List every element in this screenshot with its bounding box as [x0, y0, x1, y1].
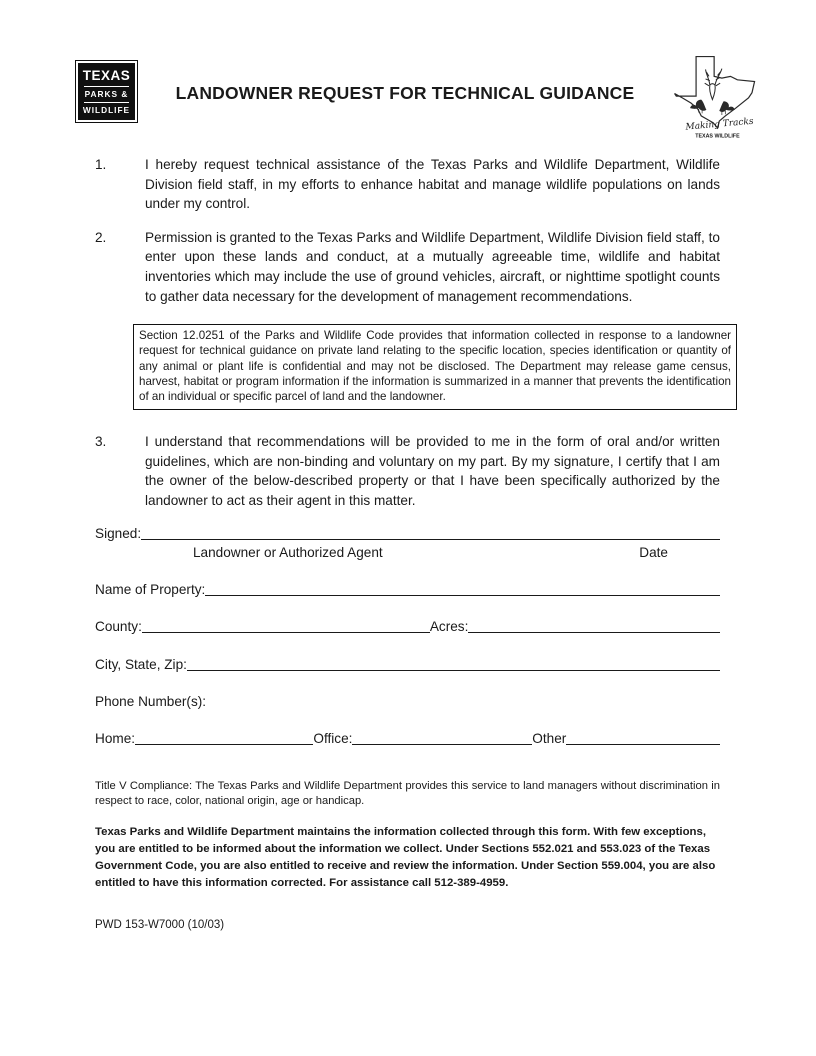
- county-label: County:: [95, 619, 142, 635]
- form-body: [95, 155, 731, 931]
- title-v-compliance-text: Title V Compliance: The Texas Parks and Wildlife Department provides this service to land managers without discrimination in respect to race, color, national origin, age or handicap.: [95, 780, 720, 808]
- other-label: Other: [532, 731, 567, 747]
- quail-bird: [719, 101, 734, 112]
- clause-3: [95, 432, 720, 510]
- logo-script-text: Making Tracks: [685, 116, 754, 133]
- property-name-label: Name of Property:: [95, 581, 206, 597]
- signature-line[interactable]: [141, 525, 720, 540]
- office-label: Office:: [313, 731, 353, 747]
- property-name-row: [95, 581, 720, 598]
- home-label: Home:: [95, 731, 136, 747]
- clause-2: [95, 228, 720, 306]
- confidentiality-notice: Section 12.0251 of the Parks and Wildlife Code provides that information collected in response to a landowner request for technical guidance on private land relating to the specific location, species identification or quantity of any animal or plant life is confidential and may not be disclosed. The Department may release game census, harvest, habitat or program information if the information is summarized in a manner that prevents the identification of an individual or specific parcel of land and the landowner.: [133, 324, 737, 410]
- tpwd-logo-parks: PARKS &: [84, 89, 129, 99]
- date-caption: Date: [639, 544, 668, 560]
- clause-number: 3.: [95, 434, 107, 450]
- clause-text: I hereby request technical assistance of the Texas Parks and Wildlife Department, Wildlife Division field staff, in my efforts to enhance habitat and manage wildlife populations on lands under my control.: [145, 157, 720, 212]
- office-phone-line[interactable]: [352, 730, 532, 745]
- county-acres-row: [95, 618, 720, 635]
- deer-head: [705, 83, 720, 99]
- home-phone-line[interactable]: [135, 730, 313, 745]
- phone-numbers-row: [95, 693, 720, 710]
- acres-line[interactable]: [468, 618, 720, 633]
- signed-label: Signed:: [95, 525, 142, 541]
- tpwd-logo-box: [78, 63, 135, 120]
- clause-1: [95, 155, 720, 214]
- texas-wildlife-logo: [672, 54, 758, 145]
- home-office-other-row: [95, 730, 720, 747]
- other-phone-line[interactable]: [566, 730, 720, 745]
- clause-number: 1.: [95, 157, 107, 172]
- header: [75, 56, 758, 145]
- agent-caption: Landowner or Authorized Agent: [193, 544, 383, 560]
- form-number: PWD 153-W7000 (10/03): [95, 918, 225, 931]
- phone-numbers-label: Phone Number(s):: [95, 694, 207, 710]
- city-state-zip-label: City, State, Zip:: [95, 656, 187, 672]
- property-name-line[interactable]: [205, 581, 720, 596]
- county-line[interactable]: [142, 618, 430, 633]
- city-state-zip-row: [95, 656, 720, 673]
- signature-captions: [95, 542, 720, 561]
- tpwd-logo-texas: TEXAS: [82, 68, 131, 83]
- page-title: LANDOWNER REQUEST FOR TECHNICAL GUIDANCE: [175, 83, 635, 103]
- tpwd-logo-wildlife: WILDLIFE: [82, 105, 131, 115]
- logo-caption-text: TEXAS WILDLIFE: [695, 133, 740, 140]
- clause-number: 2.: [95, 229, 107, 245]
- acres-label: Acres:: [429, 619, 469, 635]
- tpwd-logo: [75, 60, 138, 123]
- city-state-zip-line[interactable]: [187, 656, 720, 671]
- texas-outline-deer-icon: [672, 54, 758, 140]
- privacy-notice-text: Texas Parks and Wildlife Department maintains the information collected through this form. With few exceptions, you are entitled to be informed about the information we collect. Under Sections 552.021 and 553.023 of the Texas Government Code, you are also entitled to receive and review the information. Under Section 559.004, you are also entitled to have this information corrected. For assistance call 512-389-4959.: [95, 825, 716, 890]
- signed-row: [95, 525, 720, 542]
- logo-divider: [84, 102, 129, 103]
- logo-divider: [84, 86, 129, 87]
- clause-text: I understand that recommendations will be provided to me in the form of oral and/or written guidelines, which are non-binding and voluntary on my part. By my signature, I certify that I am the owner of the below-described property or that I have been specifically authorized by the landowner to act as their agent in this matter.: [145, 434, 720, 508]
- clause-text: Permission is granted to the Texas Parks and Wildlife Department, Wildlife Division field staff, to enter upon these lands and conduct, at a mutually agreeable time, wildlife and habitat inventories which may include the use of ground vehicles, aircraft, or nighttime spotlight counts to gather data necessary for the development of management recommendations.: [145, 229, 720, 304]
